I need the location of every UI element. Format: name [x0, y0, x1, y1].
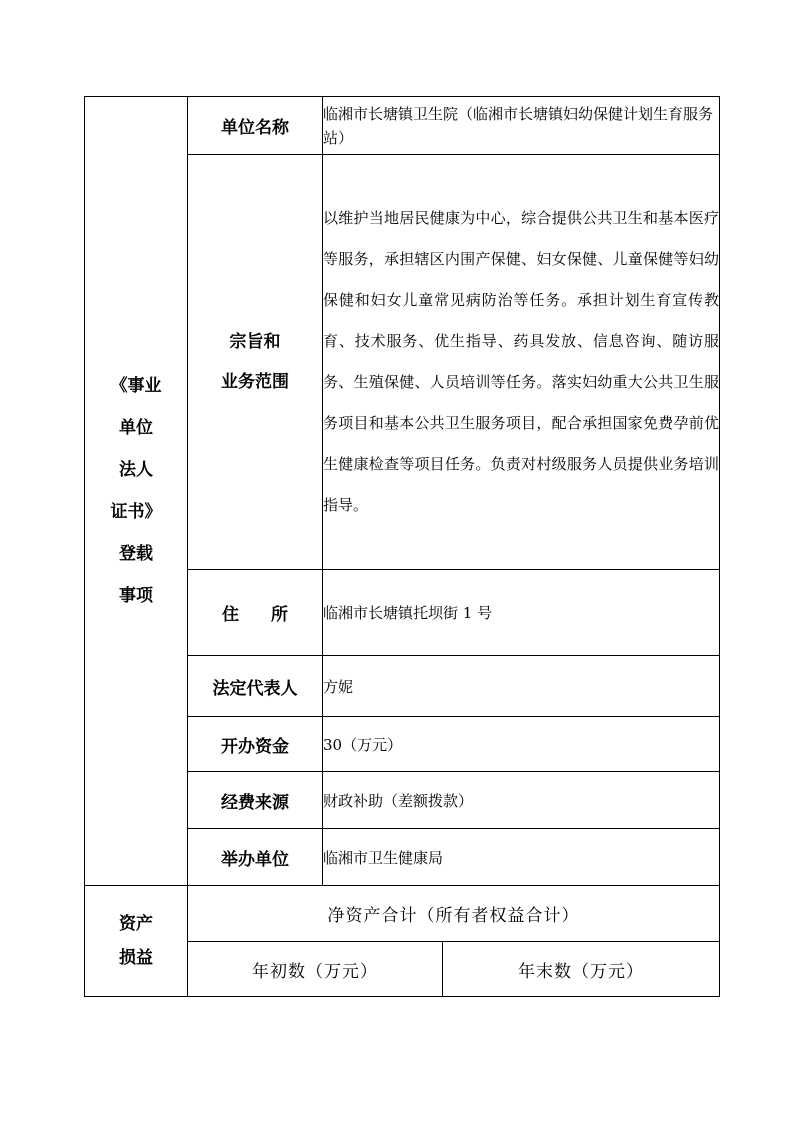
capital-label: 开办资金 [188, 717, 323, 772]
registration-section-title: 《事业 单位 法人 证书》 登载 事项 [85, 97, 188, 886]
purpose-value: 以维护当地居民健康为中心，综合提供公共卫生和基本医疗等服务，承担辖区内围产保健、妇女保健、儿童保健等妇幼保健和妇女儿童常见病防治等任务。承担计划生育宣传教育、技术服务、优生指导、药具发放、信息咨询、随访服务、生殖保健、人员培训等任务。落实妇幼重大公共卫生服务项目和基本公共卫生服务项目，配合承担国家免费孕前优生健康检查等项目任务。负责对村级服务人员提供业务培训指导。 [323, 155, 720, 570]
assets-section-title: 资产 损益 [85, 886, 188, 997]
funding-label: 经费来源 [188, 772, 323, 829]
address-value: 临湘市长塘镇托坝街 1 号 [323, 570, 720, 656]
end-year-header: 年末数（万元） [443, 942, 720, 997]
funding-value: 财政补助（差额拨款） [323, 772, 720, 829]
net-assets-header: 净资产合计（所有者权益合计） [188, 886, 720, 942]
capital-value: 30（万元） [323, 717, 720, 772]
sponsor-value: 临湘市卫生健康局 [323, 829, 720, 886]
legal-rep-label: 法定代表人 [188, 656, 323, 717]
begin-year-header: 年初数（万元） [188, 942, 443, 997]
address-label: 住 所 [188, 570, 323, 656]
sponsor-label: 举办单位 [188, 829, 323, 886]
unit-name-label: 单位名称 [188, 97, 323, 155]
purpose-label: 宗旨和 业务范围 [188, 155, 323, 570]
unit-name-value: 临湘市长塘镇卫生院（临湘市长塘镇妇幼保健计划生育服务站） [323, 97, 720, 155]
registration-table [84, 96, 720, 997]
legal-rep-value: 方妮 [323, 656, 720, 717]
